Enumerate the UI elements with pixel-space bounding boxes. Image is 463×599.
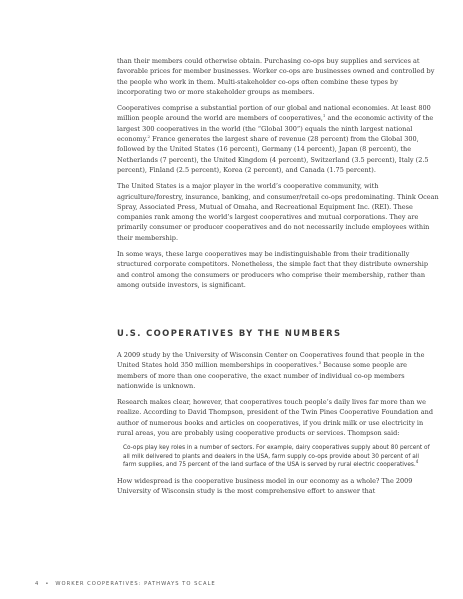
paragraph-text: A 2009 study by the University of Wisconsin Center on Cooperatives found that people in the United States hold 350 million memberships in cooperatives. (117, 351, 425, 370)
footnote-ref: 4 (415, 458, 419, 464)
footnote-ref: 3 (318, 360, 322, 366)
paragraph (117, 350, 439, 391)
paragraph: Research makes clear, however, that cooperatives touch people’s daily lives far more than we realize. According to David Thompson, president of the Twin Pines Cooperative Foundation and author of numerous books and articles on cooperatives, if you drink milk or use electricity in rural areas, you are probably using cooperative products or services. Thompson said: (117, 398, 434, 438)
footnote-ref: 1 (322, 113, 326, 119)
quote-body: Co-ops play key roles in a number of sectors. For example, dairy cooperatives supply about 80 percent of all milk delivered to plants and dealers in the USA, farm supply co-ops provide about 30 percent of all farm supplies, and 75 percent of the land surface of the USA is served by rural electric cooperatives. (123, 445, 430, 468)
page-number: 4 (35, 581, 40, 587)
body-text-column-lower (117, 350, 439, 503)
footnote-ref: 2 (147, 134, 151, 140)
paragraph (117, 103, 439, 175)
paragraph: How widespread is the cooperative business model in our economy as a whole? The 2009 University of Wisconsin study is the most comprehensive effort to answer that (117, 476, 413, 496)
paragraph-text: Because some people are members of more than one cooperative, the exact number of individual co-op members nationwide is unknown. (117, 361, 408, 390)
paragraph-text: Cooperatives comprise a substantial portion of our global and national economies. At least 800 million people around the world are members of cooperatives, (117, 104, 431, 123)
block-quote (123, 444, 433, 469)
footer-bullet: • (45, 581, 50, 587)
paragraph: The United States is a major player in the world’s cooperative community, with agriculture/forestry, insurance, banking, and consumer/retail co-ops predominating. Think Ocean Spray, Associated Press, Mutual of Omaha, and Recreational Equipment Inc. (REI). These companies rank among the world’s largest cooperatives and mutual corporations. They are primarily consumer or producer cooperatives and do not necessarily include employees within their membership. (117, 182, 439, 242)
paragraph: than their members could otherwise obtain. Purchasing co-ops buy supplies and services at favorable prices for member businesses. Worker co-ops are businesses owned and controlled by the people who work in them. Multi-stakeholder co-ops often combine these types by incorporating two or more stakeholder groups as members. (117, 57, 435, 96)
paragraph-text: and the economic activity of the largest 300 cooperatives in the world (the “Global 300”) equals the ninth largest national economy. (117, 114, 434, 144)
publication-title: WORKER COOPERATIVES: PATHWAYS TO SCALE (55, 581, 216, 587)
paragraph: In some ways, these large cooperatives may be indistinguishable from their traditionally structured corporate competitors. Nonetheless, the simple fact that they distribute ownership and control among the consumers or producers who comprise their membership, rather than among outside investors, is significant. (117, 250, 429, 289)
paragraph-text: France generates the largest share of revenue (28 percent) from the Global 300, followed by the United States (16 percent), Germany (14 percent), Japan (8 percent), the Netherlands (7 percent), the United Kingdom (4 percent), Switzerland (3.5 percent), Italy (2.5 percent), Finland (2.5 percent), Korea (2 percent), and Canada (1.75 percent). (117, 135, 429, 174)
body-text-column (117, 56, 439, 296)
quote-text (123, 444, 433, 469)
page-footer (35, 581, 216, 587)
section-heading: U.S. COOPERATIVES BY THE NUMBERS (117, 328, 342, 338)
